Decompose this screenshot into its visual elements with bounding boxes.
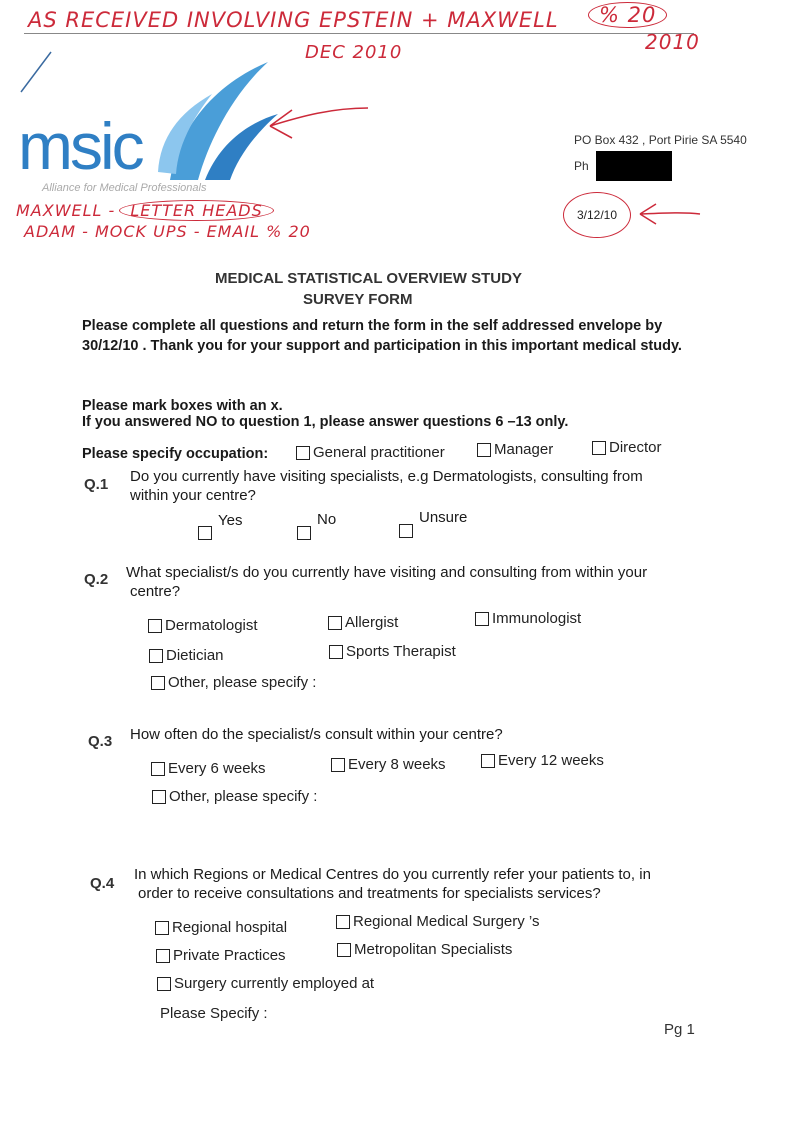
annotation-year-text: 2010 <box>645 30 700 54</box>
checkbox-director[interactable] <box>592 439 662 456</box>
option-label: Manager <box>494 441 554 458</box>
checkbox-box[interactable] <box>152 790 166 804</box>
checkbox-dietician[interactable] <box>149 647 224 664</box>
checkbox-box[interactable] <box>296 446 310 460</box>
option-label: Allergist <box>345 614 399 631</box>
annotation-date-text: DEC 2010 <box>305 42 403 63</box>
phone-label <box>574 159 589 173</box>
checkbox-box[interactable] <box>149 649 163 663</box>
annotation-adam-line <box>24 222 311 241</box>
checkbox-box[interactable] <box>336 915 350 929</box>
question-number: Q.2 <box>84 571 109 588</box>
logo-text: msic <box>18 109 142 183</box>
logo-wordmark <box>18 108 142 184</box>
occupation-label <box>82 446 268 462</box>
annotation-underline <box>24 33 694 34</box>
question-line: How often do the specialist/s consult within your centre? <box>130 726 503 743</box>
question-2-number <box>84 571 108 588</box>
annotation-year <box>645 30 700 54</box>
checkbox-other-specialist[interactable] <box>151 674 316 691</box>
checkbox-box[interactable] <box>475 612 489 626</box>
checkbox-box[interactable] <box>198 526 212 540</box>
option-label: Immunologist <box>492 610 582 627</box>
checkbox-immunologist[interactable] <box>475 610 581 627</box>
annotation-top-circled <box>588 2 667 28</box>
option-label: Every 8 weeks <box>348 756 446 773</box>
checkbox-sports-therapist[interactable] <box>329 643 456 660</box>
option-label: Private Practices <box>173 947 286 964</box>
checkbox-box[interactable] <box>148 619 162 633</box>
option-label: Other, please specify : <box>168 674 317 691</box>
checkbox-general-practitioner[interactable] <box>296 444 445 461</box>
checkbox-every-8-weeks[interactable] <box>331 756 446 773</box>
annotation-maxwell-line <box>16 200 274 221</box>
annotation-top-text: AS RECEIVED INVOLVING EPSTEIN + MAXWELL <box>28 8 559 32</box>
question-line: Do you currently have visiting specialists, e.g Dermatologists, consulting from <box>130 468 643 485</box>
intro-text-2: 30/12/10 . Thank you for your support and participation in this important medical study. <box>82 338 682 354</box>
option-label: Every 6 weeks <box>168 760 266 777</box>
checkbox-box[interactable] <box>399 524 413 538</box>
question-line: In which Regions or Medical Centres do you currently refer your patients to, in <box>134 866 651 883</box>
form-title <box>215 270 522 287</box>
circled-date-text: 3/12/10 <box>576 208 618 222</box>
checkbox-box[interactable] <box>155 921 169 935</box>
question-1-text <box>130 468 643 504</box>
logo-tagline <box>42 182 206 194</box>
instruction-text-1: Please mark boxes with an x. <box>82 398 283 414</box>
arrow-left-icon <box>634 200 704 230</box>
question-3-number <box>88 733 112 750</box>
checkbox-allergist[interactable] <box>328 614 398 631</box>
instruction-2 <box>82 414 568 430</box>
form-subtitle-text: SURVEY FORM <box>303 291 413 308</box>
checkbox-every-6-weeks[interactable] <box>151 760 266 777</box>
question-4-text <box>134 866 651 902</box>
pen-mark <box>15 48 55 98</box>
checkbox-box[interactable] <box>592 441 606 455</box>
arrow-left-icon <box>262 96 372 146</box>
checkbox-box[interactable] <box>297 526 311 540</box>
checkbox-private-practices[interactable] <box>156 947 286 964</box>
question-number: Q.4 <box>90 875 115 892</box>
annotation-top-line <box>28 8 559 32</box>
please-specify-text: Please Specify : <box>160 1005 268 1022</box>
checkbox-box[interactable] <box>329 645 343 659</box>
instruction-text-2: If you answered NO to question 1, please answer questions 6 –13 only. <box>82 414 569 430</box>
question-number: Q.1 <box>84 476 109 493</box>
phone-label-text: Ph <box>574 159 589 173</box>
question-4-number <box>90 875 114 892</box>
checkbox-every-12-weeks[interactable] <box>481 752 604 769</box>
form-title-text: MEDICAL STATISTICAL OVERVIEW STUDY <box>215 270 522 287</box>
question-2-text <box>126 564 647 600</box>
option-label: Yes <box>218 512 243 529</box>
checkbox-box[interactable] <box>331 758 345 772</box>
option-label: Metropolitan Specialists <box>354 941 513 958</box>
option-label: Regional Medical Surgery ’s <box>353 913 540 930</box>
checkbox-box[interactable] <box>337 943 351 957</box>
annotation-percent: % 20 <box>599 3 657 27</box>
address <box>574 133 747 147</box>
checkbox-manager[interactable] <box>477 441 553 458</box>
question-line: What specialist/s do you currently have visiting and consulting from within your <box>126 564 648 581</box>
checkbox-box[interactable] <box>156 949 170 963</box>
option-label: No <box>317 511 337 528</box>
intro-line-1 <box>82 318 662 334</box>
page-number <box>664 1021 695 1038</box>
checkbox-box[interactable] <box>481 754 495 768</box>
circled-date <box>563 192 631 238</box>
checkbox-surgery-employed[interactable] <box>157 975 374 992</box>
checkbox-box[interactable] <box>328 616 342 630</box>
option-label: Dietician <box>166 647 224 664</box>
question-number: Q.3 <box>88 733 113 750</box>
question-line: within your centre? <box>130 487 256 504</box>
leaf-logo-icon <box>150 52 280 187</box>
option-label: General practitioner <box>313 444 445 461</box>
question-3-text <box>130 726 503 743</box>
occupation-label-text: Please specify occupation: <box>82 446 269 462</box>
please-specify-label <box>160 1005 268 1022</box>
question-line: order to receive consultations and treatments for specialists services? <box>138 885 601 902</box>
checkbox-regional-hospital[interactable] <box>155 919 287 936</box>
intro-line-2 <box>82 338 682 354</box>
option-label: Regional hospital <box>172 919 288 936</box>
annotation-maxwell-prefix: MAXWELL - <box>16 201 116 220</box>
question-line: centre? <box>130 583 181 600</box>
instruction-1 <box>82 398 283 414</box>
intro-text-1: Please complete all questions and return the form in the self addressed envelope by <box>82 318 663 334</box>
checkbox-box[interactable] <box>157 977 171 991</box>
option-label: Other, please specify : <box>169 788 318 805</box>
checkbox-metropolitan-specialists[interactable] <box>337 941 512 958</box>
question-1-number <box>84 476 108 493</box>
checkbox-dermatologist[interactable] <box>148 617 258 634</box>
option-label: Dermatologist <box>165 617 258 634</box>
annotation-adam-text: ADAM - MOCK UPS - EMAIL % 20 <box>24 222 311 241</box>
annotation-date-written <box>305 42 402 63</box>
checkbox-box[interactable] <box>151 676 165 690</box>
option-label: Director <box>609 439 662 456</box>
checkbox-box[interactable] <box>151 762 165 776</box>
checkbox-other-frequency[interactable] <box>152 788 317 805</box>
phone-redaction <box>596 151 672 181</box>
annotation-maxwell-circled: LETTER HEADS <box>119 200 273 221</box>
tagline-text: Alliance for Medical Professionals <box>42 182 207 194</box>
address-text: PO Box 432 , Port Pirie SA 5540 <box>574 133 747 147</box>
option-label: Unsure <box>419 509 468 526</box>
checkbox-box[interactable] <box>477 443 491 457</box>
checkbox-regional-medical-surgery[interactable] <box>336 913 539 930</box>
page-number-text: Pg 1 <box>664 1021 695 1038</box>
option-label: Surgery currently employed at <box>174 975 375 992</box>
option-label: Every 12 weeks <box>498 752 604 769</box>
option-label: Sports Therapist <box>346 643 456 660</box>
form-subtitle <box>303 291 412 308</box>
